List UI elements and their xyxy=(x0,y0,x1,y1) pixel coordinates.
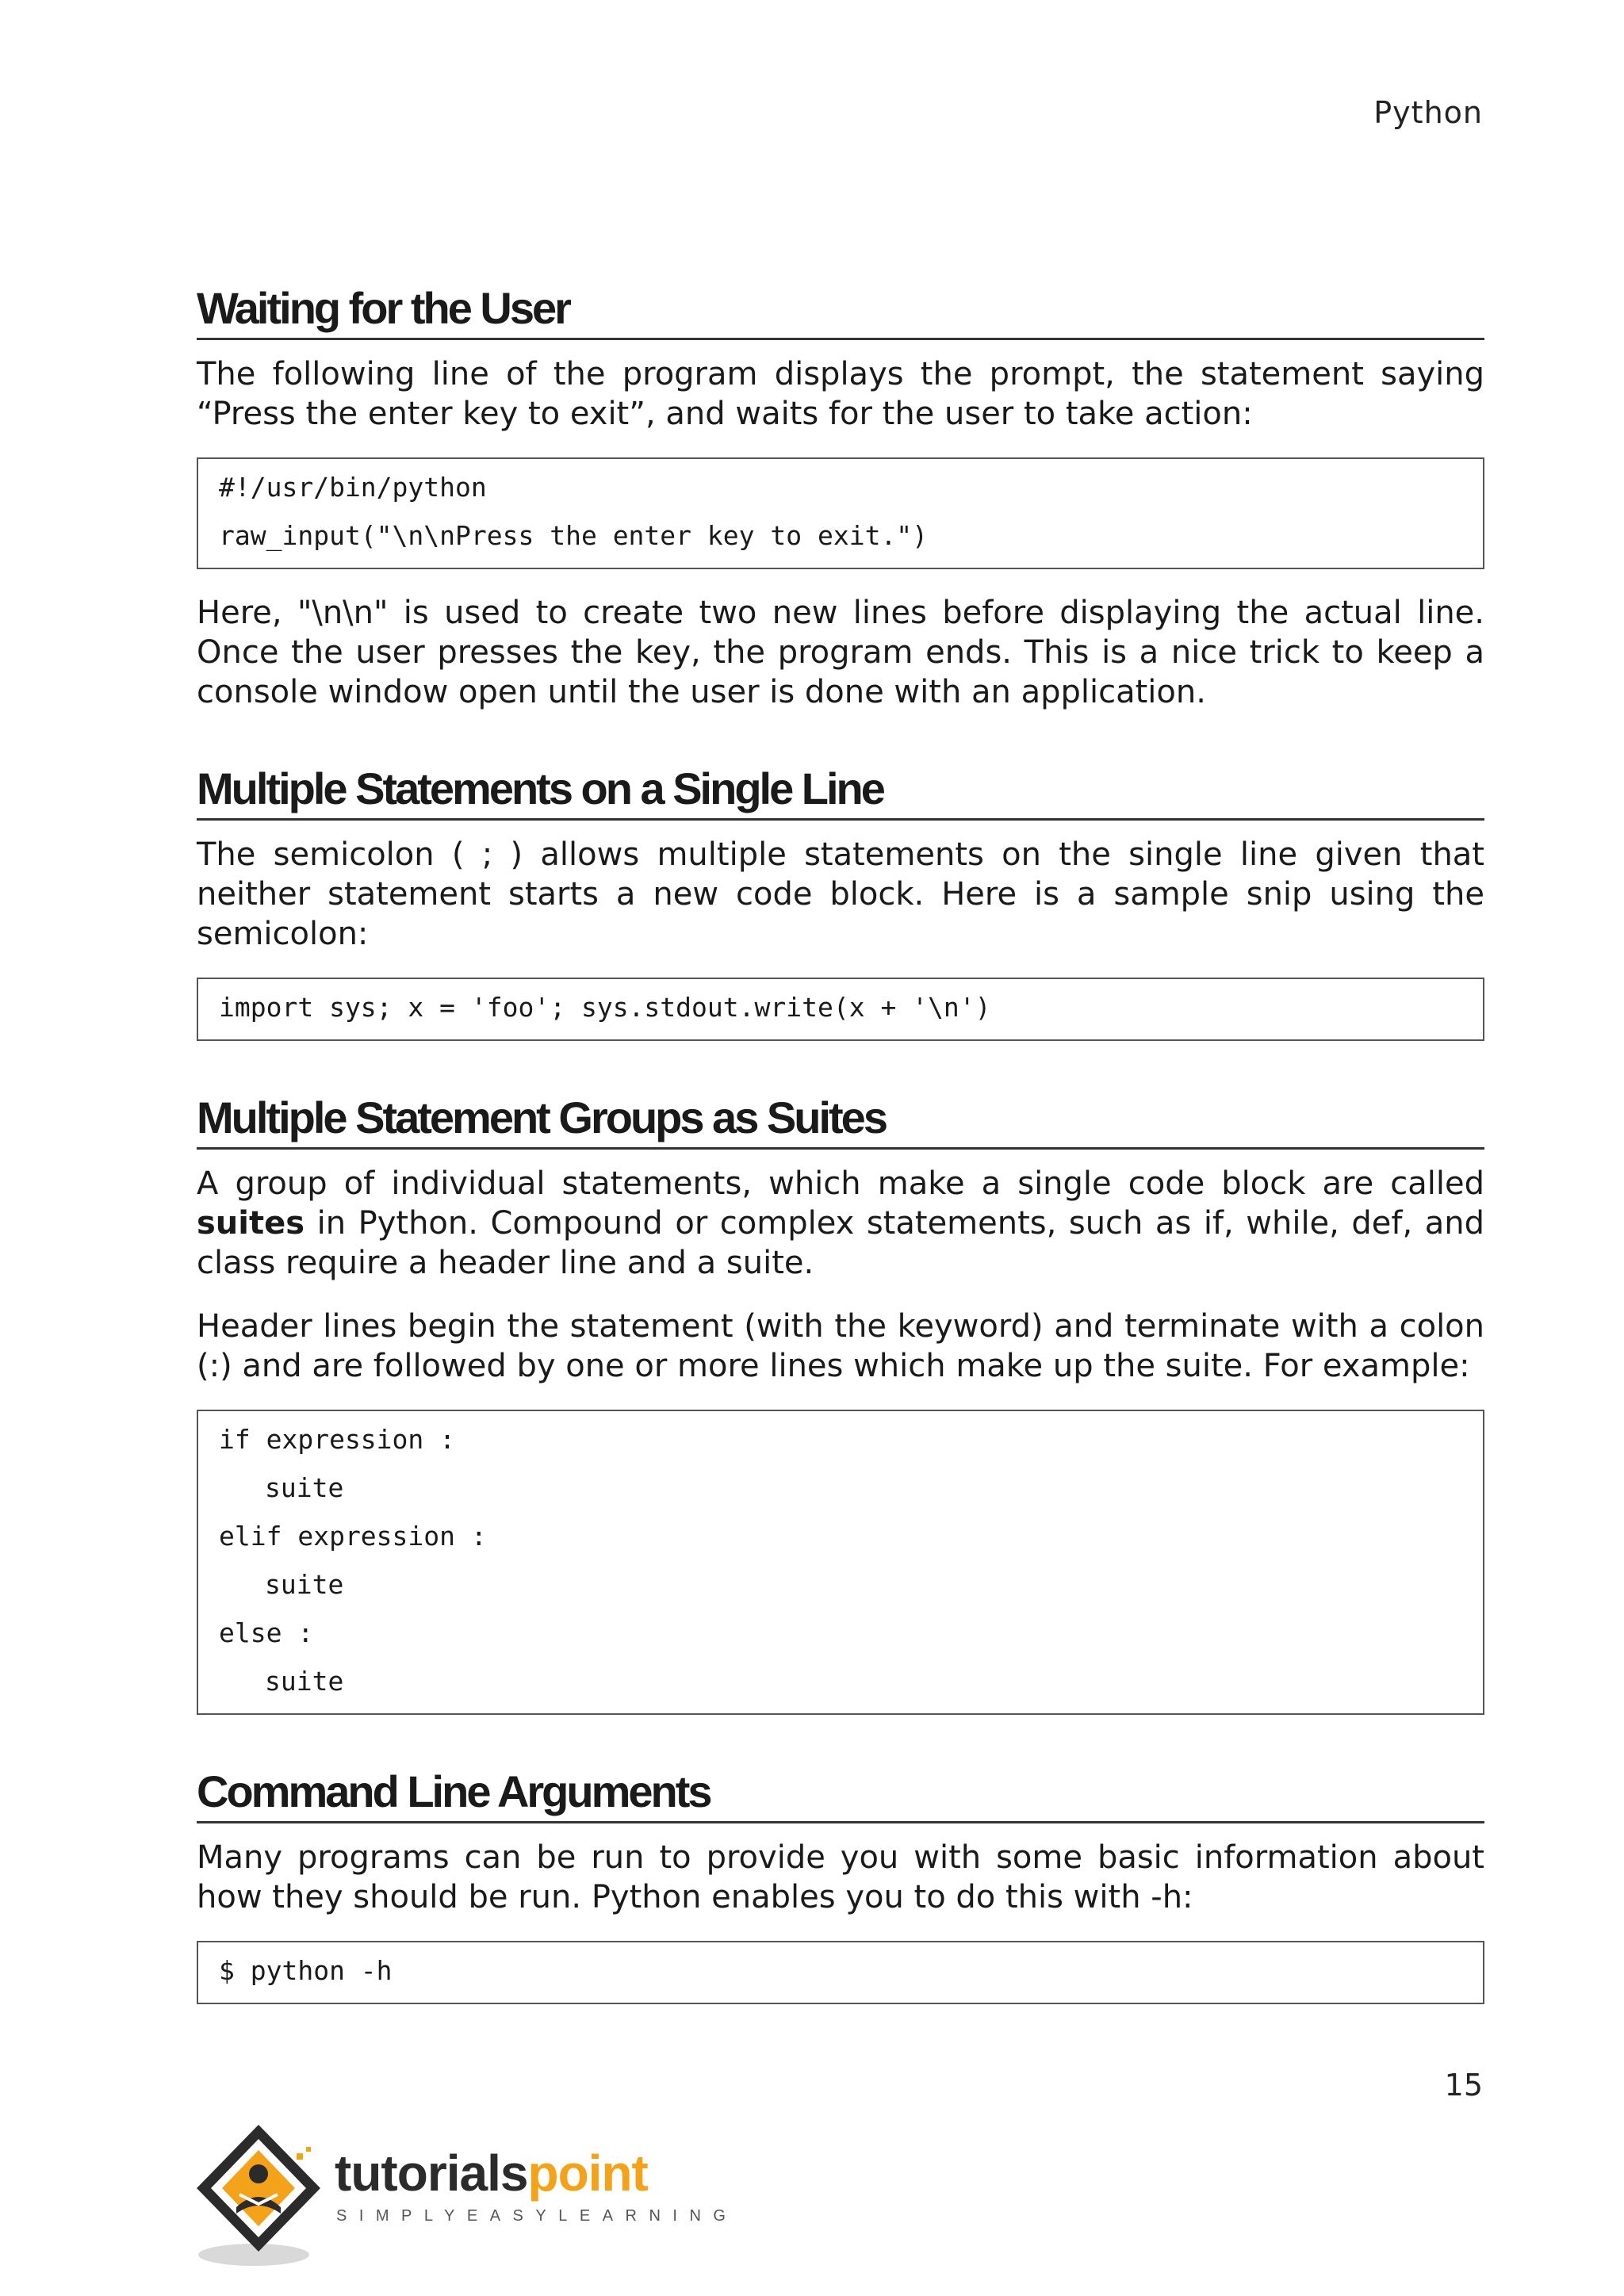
code-line: elif expression : xyxy=(219,1521,487,1552)
code-block xyxy=(197,457,1484,569)
section-title: Command Line Arguments xyxy=(197,1766,1484,1823)
section-title: Waiting for the User xyxy=(197,282,1484,340)
code-block xyxy=(197,1410,1484,1715)
paragraph: Many programs can be run to provide you with some basic information about how they should be run. Python enables you to do this with -h: xyxy=(197,1839,1484,1915)
code-line: raw_input("\n\nPress the enter key to exit.") xyxy=(219,520,929,551)
page-content xyxy=(197,282,1484,2004)
logo-tagline: SIMPLYEASYLEARNING xyxy=(336,2207,738,2225)
logo-wordmark-dark: tutorials xyxy=(335,2145,528,2202)
running-header: Python xyxy=(1373,95,1483,130)
code-block xyxy=(197,1941,1484,2004)
section-title: Multiple Statement Groups as Suites xyxy=(197,1092,1484,1150)
code-line: suite xyxy=(265,1472,344,1503)
code-line: else : xyxy=(219,1617,314,1648)
paragraph: Here, "\n\n" is used to create two new lines before displaying the actual line. Once the user presses the key, the program ends. This is a nice trick to keep a console window open until the user is done with an application. xyxy=(197,595,1484,710)
bold-term: suites xyxy=(197,1205,305,1242)
code-block xyxy=(197,978,1484,1041)
page-number: 15 xyxy=(1444,2068,1483,2103)
section-statement-groups xyxy=(197,1092,1484,1715)
paragraph: Header lines begin the statement (with the keyword) and terminate with a colon (:) and are followed by one or more lines which make up the suite. For example: xyxy=(197,1308,1484,1384)
code-line: suite xyxy=(265,1569,344,1600)
logo-wordmark xyxy=(335,2144,648,2202)
logo-wordmark-accent: point xyxy=(527,2145,648,2202)
section-multiple-statements xyxy=(197,763,1484,1041)
section-command-line-arguments xyxy=(197,1766,1484,2004)
paragraph xyxy=(197,1164,1484,1283)
code-line: import sys; x = 'foo'; sys.stdout.write(x + '\n') xyxy=(219,992,991,1023)
tutorialspoint-logo xyxy=(195,2118,738,2277)
paragraph-text: A group of individual statements, which make a single code block are called xyxy=(197,1165,1484,1202)
paragraph: The following line of the program displays the prompt, the statement saying “Press the enter key to exit”, and waits for the user to take action: xyxy=(197,356,1484,432)
code-line: #!/usr/bin/python xyxy=(219,472,487,503)
logo-emblem-icon xyxy=(195,2118,338,2277)
section-title: Multiple Statements on a Single Line xyxy=(197,763,1484,821)
code-line: suite xyxy=(265,1666,344,1697)
paragraph: The semicolon ( ; ) allows multiple statements on the single line given that neither statement starts a new code block. Here is a sample snip using the semicolon: xyxy=(197,836,1484,952)
section-waiting-for-user xyxy=(197,282,1484,712)
code-line: if expression : xyxy=(219,1424,456,1455)
paragraph-text: in Python. Compound or complex statements, such as if, while, def, and class require a header line and a suite. xyxy=(197,1205,1484,1281)
code-line: $ python -h xyxy=(219,1955,393,1986)
